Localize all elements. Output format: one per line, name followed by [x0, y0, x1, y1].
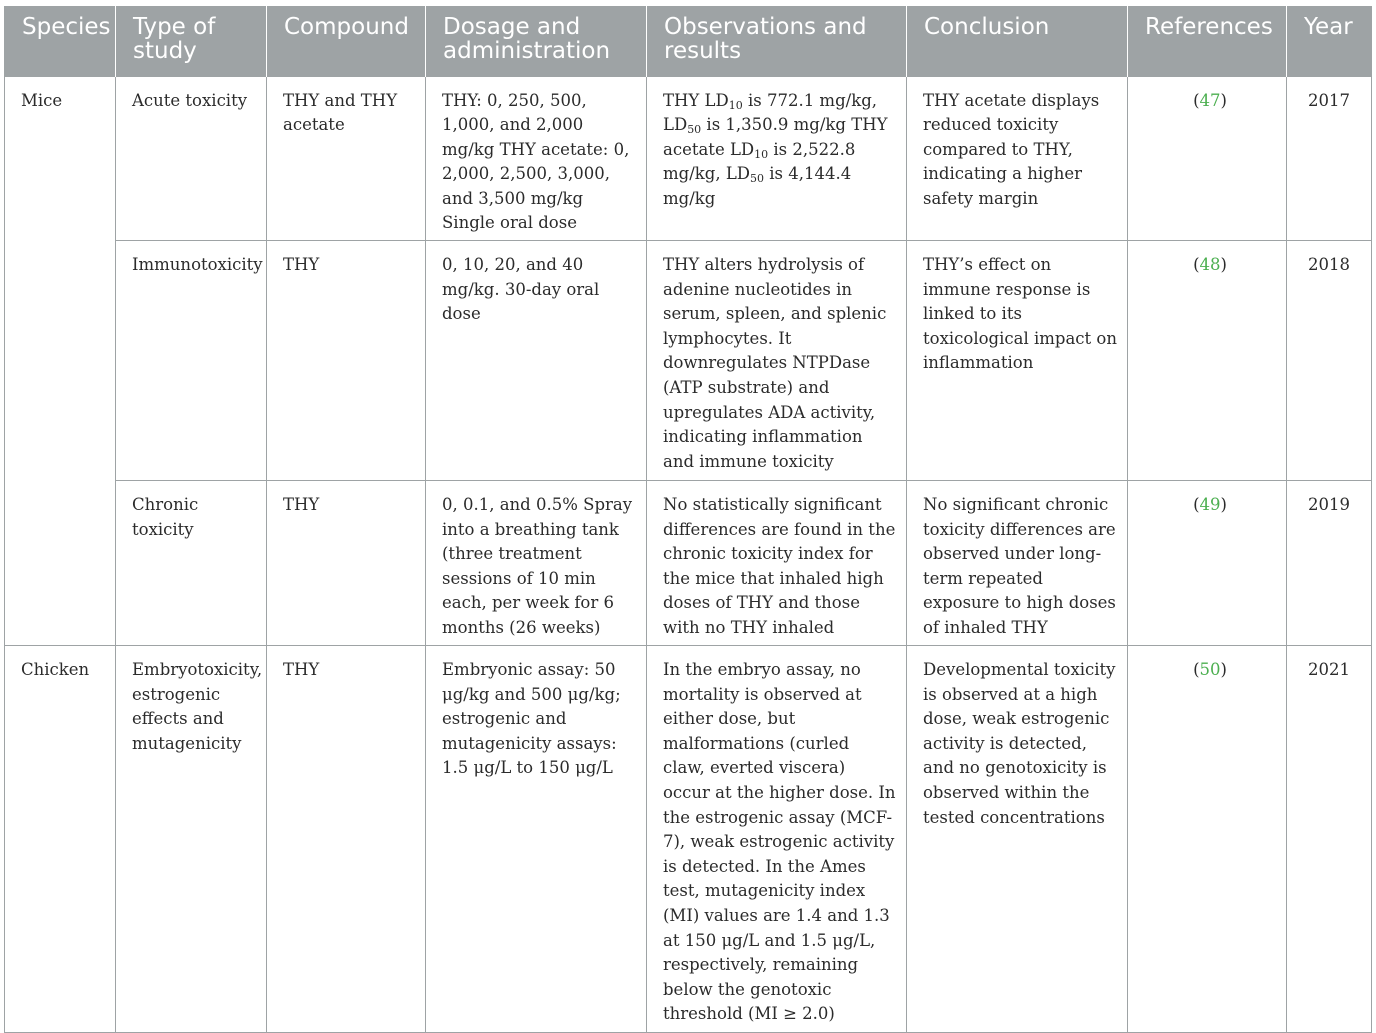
conclusion-cell: No significant chronic toxicity differences are observed under long-term repeated exposure to high doses of inhaled THY: [907, 481, 1128, 646]
reference-cell: [1128, 481, 1287, 646]
reference-cell: [1128, 646, 1287, 1033]
subscript: 50: [750, 172, 765, 186]
table-row: [5, 241, 1372, 481]
reference-link[interactable]: (47): [1193, 90, 1227, 110]
dosage-cell: 0, 0.1, and 0.5% Spray into a breathing tank (three treatment sessions of 10 min each, per week for 6 months (26 weeks): [426, 481, 647, 646]
subscript: 10: [754, 147, 769, 161]
observations-cell: No statistically significant differences are found in the chronic toxicity index for the mice that inhaled high doses of THY and those with no THY inhaled: [647, 481, 907, 646]
header-species: Species: [5, 6, 116, 76]
header-conclusion: Conclusion: [907, 6, 1128, 76]
conclusion-cell: THY’s effect on immune response is linked to its toxicological impact on inflammation: [907, 241, 1128, 481]
observations-text: THY LD: [663, 90, 729, 110]
header-row: [5, 6, 1372, 76]
year-cell: 2017: [1287, 76, 1372, 241]
observations-text: is 772.1 mg/kg, LD: [663, 90, 878, 135]
conclusion-cell: Developmental toxicity is observed at a high dose, weak estrogenic activity is detected, and no genotoxicity is observed within the tested concentrations: [907, 646, 1128, 1033]
table-row: [5, 76, 1372, 241]
table-row: [5, 481, 1372, 646]
subscript: 50: [687, 123, 702, 137]
reference-cell: [1128, 76, 1287, 241]
header-observations: Observations and results: [647, 6, 907, 76]
header-dosage: Dosage and administration: [426, 6, 647, 76]
type-of-study-cell: Immunotoxicity: [116, 241, 267, 481]
table-row: [5, 646, 1372, 1033]
observations-text: is 4,144.4 mg/kg: [663, 164, 852, 208]
compound-cell: THY: [267, 481, 426, 646]
compound-cell: THY: [267, 241, 426, 481]
subscript: 10: [728, 98, 743, 112]
observations-text: is 1,350.9 mg/kg THY acetate LD: [663, 115, 888, 159]
dosage-cell: 0, 10, 20, and 40 mg/kg. 30-day oral dose: [426, 241, 647, 481]
reference-link[interactable]: (49): [1193, 495, 1227, 515]
observations-cell: THY alters hydrolysis of adenine nucleotides in serum, spleen, and splenic lymphocytes. It downregulates NTPDase (ATP substrate) and upregulates ADA activity, indicating inflammation and immune toxicity: [647, 241, 907, 481]
year-cell: 2018: [1287, 241, 1372, 481]
compound-cell: THY and THY acetate: [267, 76, 426, 241]
observations-text: is 2,522.8 mg/kg, LD: [663, 139, 856, 184]
conclusion-cell: THY acetate displays reduced toxicity compared to THY, indicating a higher safety margin: [907, 76, 1128, 241]
dosage-cell: Embryonic assay: 50 μg/kg and 500 μg/kg; estrogenic and mutagenicity assays: 1.5 μg/L to 150 μg/L: [426, 646, 647, 1033]
header-references: References: [1128, 6, 1287, 76]
type-of-study-cell: Chronic toxicity: [116, 481, 267, 646]
species-cell: Mice: [5, 76, 116, 646]
header-compound: Compound: [267, 6, 426, 76]
species-cell: Chicken: [5, 646, 116, 1033]
year-cell: 2021: [1287, 646, 1372, 1033]
header-type-of-study: Type of study: [116, 6, 267, 76]
reference-link[interactable]: (48): [1193, 255, 1227, 275]
compound-cell: THY: [267, 646, 426, 1033]
type-of-study-cell: Embryotoxicity, estrogenic effects and mutagenicity: [116, 646, 267, 1033]
reference-cell: [1128, 241, 1287, 481]
header-year: Year: [1287, 6, 1372, 76]
reference-link[interactable]: (50): [1193, 660, 1227, 680]
observations-cell: [647, 76, 907, 241]
dosage-cell: THY: 0, 250, 500, 1,000, and 2,000 mg/kg THY acetate: 0, 2,000, 2,500, 3,000, and 3,500 mg/kg Single oral dose: [426, 76, 647, 241]
observations-cell: In the embryo assay, no mortality is observed at either dose, but malformations (curled claw, everted viscera) occur at the higher dose. In the estrogenic assay (MCF-7), weak estrogenic activity is detected. In the Ames test, mutagenicity index (MI) values are 1.4 and 1.3 at 150 μg/L and 1.5 μg/L, respectively, remaining below the genotoxic threshold (MI ≥ 2.0): [647, 646, 907, 1033]
year-cell: 2019: [1287, 481, 1372, 646]
type-of-study-cell: Acute toxicity: [116, 76, 267, 241]
toxicity-table: [4, 6, 1372, 1033]
